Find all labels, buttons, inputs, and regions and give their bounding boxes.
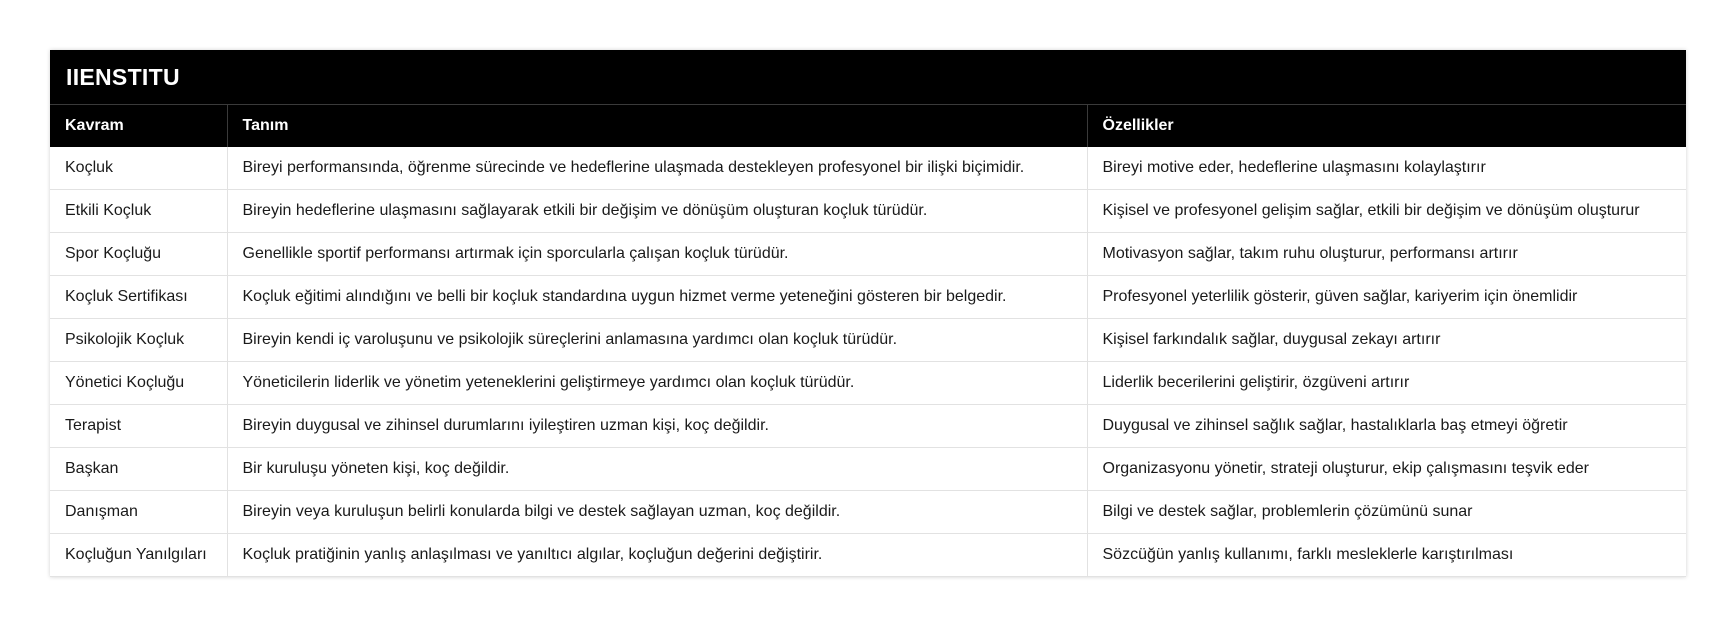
cell-ozellikler: Duygusal ve zihinsel sağlık sağlar, hastalıklarla baş etmeyi öğretir bbox=[1087, 405, 1686, 448]
table-row bbox=[50, 190, 1686, 233]
table-row bbox=[50, 319, 1686, 362]
header-ozellikler: Özellikler bbox=[1087, 105, 1686, 147]
cell-kavram: Danışman bbox=[50, 491, 227, 534]
table-row bbox=[50, 276, 1686, 319]
table-card bbox=[50, 50, 1686, 577]
cell-ozellikler: Liderlik becerilerini geliştirir, özgüveni artırır bbox=[1087, 362, 1686, 405]
table-row bbox=[50, 147, 1686, 190]
concept-table bbox=[50, 104, 1686, 577]
header-tanim: Tanım bbox=[227, 105, 1087, 147]
cell-ozellikler: Kişisel farkındalık sağlar, duygusal zekayı artırır bbox=[1087, 319, 1686, 362]
table-row bbox=[50, 362, 1686, 405]
cell-kavram: Psikolojik Koçluk bbox=[50, 319, 227, 362]
table-row bbox=[50, 233, 1686, 276]
header-kavram: Kavram bbox=[50, 105, 227, 147]
cell-kavram: Koçluk bbox=[50, 147, 227, 190]
table-row bbox=[50, 534, 1686, 577]
cell-tanim: Yöneticilerin liderlik ve yönetim yeteneklerini geliştirmeye yardımcı olan koçluk türüdür. bbox=[227, 362, 1087, 405]
cell-tanim: Bir kuruluşu yöneten kişi, koç değildir. bbox=[227, 448, 1087, 491]
cell-ozellikler: Motivasyon sağlar, takım ruhu oluşturur, performansı artırır bbox=[1087, 233, 1686, 276]
cell-ozellikler: Profesyonel yeterlilik gösterir, güven sağlar, kariyerim için önemlidir bbox=[1087, 276, 1686, 319]
cell-kavram: Spor Koçluğu bbox=[50, 233, 227, 276]
cell-ozellikler: Bilgi ve destek sağlar, problemlerin çözümünü sunar bbox=[1087, 491, 1686, 534]
cell-kavram: Koçluk Sertifikası bbox=[50, 276, 227, 319]
cell-ozellikler: Bireyi motive eder, hedeflerine ulaşmasını kolaylaştırır bbox=[1087, 147, 1686, 190]
cell-kavram: Etkili Koçluk bbox=[50, 190, 227, 233]
table-row bbox=[50, 405, 1686, 448]
cell-tanim: Bireyin hedeflerine ulaşmasını sağlayarak etkili bir değişim ve dönüşüm oluşturan koçluk türüdür. bbox=[227, 190, 1087, 233]
table-row bbox=[50, 448, 1686, 491]
cell-tanim: Bireyi performansında, öğrenme sürecinde ve hedeflerine ulaşmada destekleyen profesyonel bir ilişki biçimidir. bbox=[227, 147, 1087, 190]
cell-tanim: Koçluk eğitimi alındığını ve belli bir koçluk standardına uygun hizmet verme yeteneğini gösteren bir belgedir. bbox=[227, 276, 1087, 319]
cell-tanim: Koçluk pratiğinin yanlış anlaşılması ve yanıltıcı algılar, koçluğun değerini değiştirir. bbox=[227, 534, 1087, 577]
cell-kavram: Başkan bbox=[50, 448, 227, 491]
cell-kavram: Koçluğun Yanılgıları bbox=[50, 534, 227, 577]
cell-tanim: Bireyin kendi iç varoluşunu ve psikolojik süreçlerini anlamasına yardımcı olan koçluk türüdür. bbox=[227, 319, 1087, 362]
cell-ozellikler: Organizasyonu yönetir, strateji oluşturur, ekip çalışmasını teşvik eder bbox=[1087, 448, 1686, 491]
cell-tanim: Bireyin duygusal ve zihinsel durumlarını iyileştiren uzman kişi, koç değildir. bbox=[227, 405, 1087, 448]
header-row bbox=[50, 105, 1686, 147]
cell-kavram: Yönetici Koçluğu bbox=[50, 362, 227, 405]
brand-title: IIENSTITU bbox=[50, 50, 1686, 104]
cell-tanim: Bireyin veya kuruluşun belirli konularda bilgi ve destek sağlayan uzman, koç değildir. bbox=[227, 491, 1087, 534]
cell-tanim: Genellikle sportif performansı artırmak için sporcularla çalışan koçluk türüdür. bbox=[227, 233, 1087, 276]
cell-kavram: Terapist bbox=[50, 405, 227, 448]
cell-ozellikler: Sözcüğün yanlış kullanımı, farklı mesleklerle karıştırılması bbox=[1087, 534, 1686, 577]
table-row bbox=[50, 491, 1686, 534]
cell-ozellikler: Kişisel ve profesyonel gelişim sağlar, etkili bir değişim ve dönüşüm oluşturur bbox=[1087, 190, 1686, 233]
